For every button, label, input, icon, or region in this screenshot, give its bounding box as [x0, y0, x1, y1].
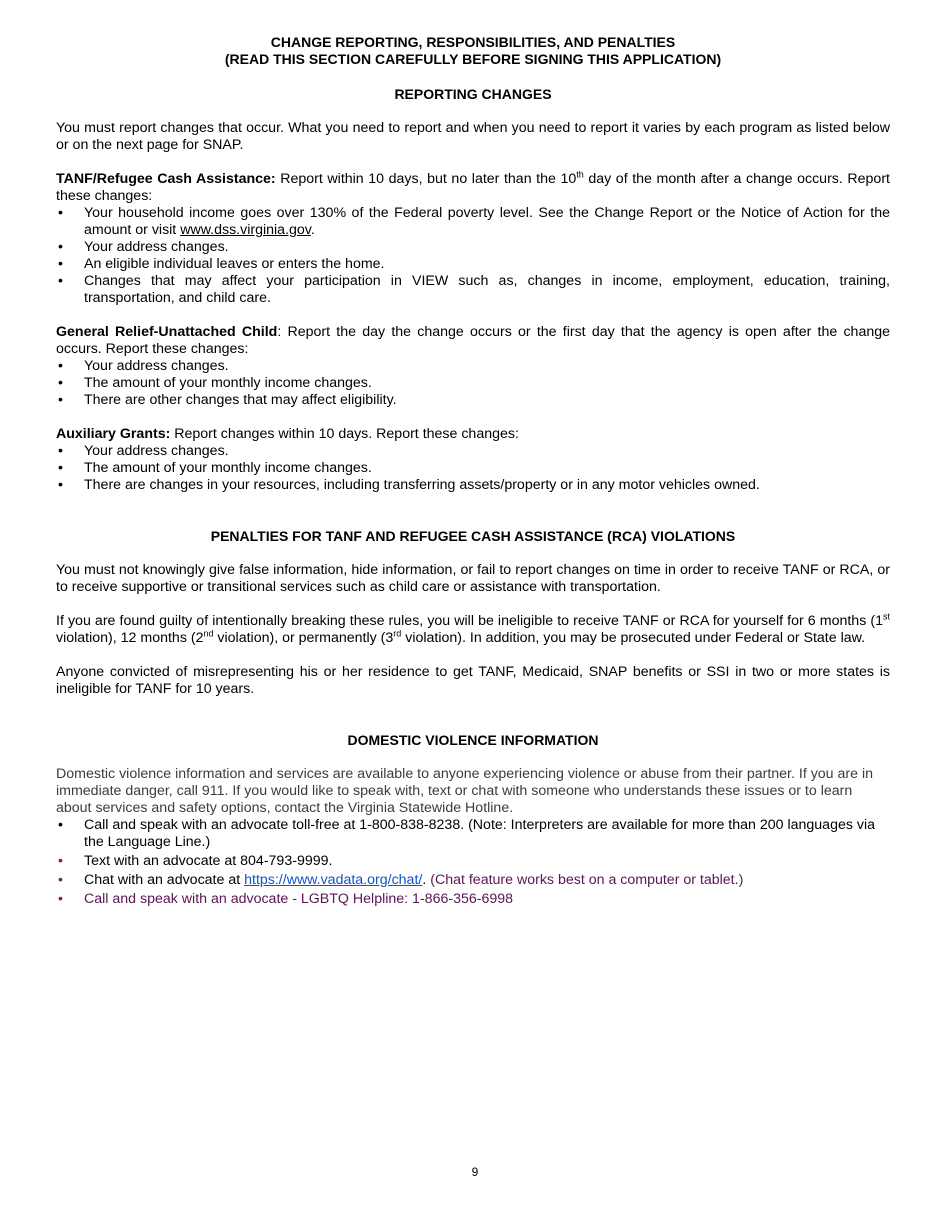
- list-item: • Text with an advocate at 804-793-9999.: [58, 853, 333, 869]
- dss-link[interactable]: www.dss.virginia.gov: [180, 222, 311, 238]
- list-item: • Your address changes.: [58, 358, 229, 374]
- list-item: • There are changes in your resources, including transferring assets/property or in any motor vehicles owned.: [58, 477, 760, 493]
- bullet-icon: •: [58, 256, 63, 272]
- bullet-icon: •: [58, 817, 63, 833]
- page-title: [56, 34, 890, 68]
- list-item: • The amount of your monthly income changes.: [58, 460, 372, 476]
- general-relief-label: General Relief-Unattached Child: [56, 324, 278, 340]
- tanf-paragraph: [56, 171, 890, 205]
- list-item: • The amount of your monthly income changes.: [58, 375, 372, 391]
- penalties-para-1: You must not knowingly give false information, hide information, or fail to report changes on time in order to receive TANF or RCA, or to receive supportive or transitional services such as child care or assistance with transportation.: [56, 562, 890, 595]
- bullet-icon: •: [58, 891, 63, 907]
- auxiliary-paragraph: Auxiliary Grants: Report changes within 10 days. Report these changes:: [56, 426, 519, 442]
- bullet-icon: •: [58, 460, 63, 476]
- document-page: [56, 34, 890, 908]
- bullet-icon: •: [58, 853, 63, 869]
- tanf-list: [56, 205, 890, 307]
- reporting-heading: REPORTING CHANGES: [394, 86, 552, 102]
- title-line-1: CHANGE REPORTING, RESPONSIBILITIES, AND PENALTIES: [270, 34, 676, 50]
- penalties-heading: PENALTIES FOR TANF AND REFUGEE CASH ASSISTANCE (RCA) VIOLATIONS: [210, 528, 736, 544]
- bullet-icon: •: [58, 273, 63, 289]
- domestic-violence-list: [56, 817, 890, 908]
- tanf-label: TANF/Refugee Cash Assistance:: [56, 171, 276, 187]
- domestic-violence-heading: DOMESTIC VIOLENCE INFORMATION: [347, 732, 599, 748]
- general-relief-paragraph: General Relief-Unattached Child: Report the day the change occurs or the first day that the agency is open after the change occurs. Report these changes:: [56, 324, 891, 357]
- auxiliary-label: Auxiliary Grants:: [56, 426, 171, 442]
- bullet-icon: •: [58, 358, 63, 374]
- bullet-icon: •: [58, 477, 63, 493]
- list-item: • Your address changes.: [58, 443, 229, 459]
- page-number: 9: [471, 1165, 479, 1179]
- bullet-icon: •: [58, 205, 63, 221]
- title-line-2: (READ THIS SECTION CAREFULLY BEFORE SIGNING THIS APPLICATION): [224, 51, 722, 67]
- vadata-chat-link[interactable]: https://www.vadata.org/chat/: [244, 872, 423, 888]
- list-item: • An eligible individual leaves or enters the home.: [58, 256, 385, 272]
- list-item: • There are other changes that may affect eligibility.: [58, 392, 397, 408]
- bullet-icon: •: [58, 392, 63, 408]
- list-item: • Your household income goes over 130% of the Federal poverty level. See the Change Report or the Notice of Action for the amount or visit www.dss.virginia.gov.: [58, 205, 890, 238]
- bullet-icon: •: [58, 239, 63, 255]
- list-item: • Call and speak with an advocate toll-free at 1-800-838-8238. (Note: Interpreters are available for more than 200 languages via the Language Line.): [58, 817, 876, 850]
- auxiliary-list: [56, 443, 890, 494]
- list-item: • Changes that may affect your participation in VIEW such as, changes in income, employment, education, training, transportation, and child care.: [58, 273, 890, 306]
- list-item: • Call and speak with an advocate - LGBTQ Helpline: 1-866-356-6998: [58, 891, 514, 907]
- list-item: • Chat with an advocate at https://www.vadata.org/chat/. (Chat feature works best on a computer or tablet.): [58, 872, 744, 888]
- tanf-text-a: Report within 10 days, but no later than the 10: [275, 171, 577, 187]
- bullet-icon: •: [58, 872, 63, 888]
- general-relief-list: [56, 358, 890, 409]
- penalties-para-2: If you are found guilty of intentionally breaking these rules, you will be ineligible to receive TANF or RCA for yourself for 6 months (1st violation), 12 months (2nd violation), or permanently (3rd violation). In addition, you may be prosecuted under Federal or State law.: [56, 611, 890, 646]
- tanf-text-b: day of the month after a change occurs. Report these changes:: [56, 171, 890, 204]
- bullet-icon: •: [58, 375, 63, 391]
- penalties-para-3: Anyone convicted of misrepresenting his or her residence to get TANF, Medicaid, SNAP benefits or SSI in two or more states is ineligible for TANF for 10 years.: [56, 664, 890, 697]
- reporting-intro: You must report changes that occur. What you need to report and when you need to report it varies by each program as listed below or on the next page for SNAP.: [56, 120, 890, 153]
- list-item: • Your address changes.: [58, 239, 229, 255]
- domestic-violence-intro: Domestic violence information and services are available to anyone experiencing violence or abuse from their partner. If you are in immediate danger, call 911. If you would like to speak with, text or chat with someone who understands these issues or to learn about services and safety options, contact the Virginia Statewide Hotline.: [56, 766, 874, 816]
- bullet-icon: •: [58, 443, 63, 459]
- tanf-sup: th: [576, 169, 584, 180]
